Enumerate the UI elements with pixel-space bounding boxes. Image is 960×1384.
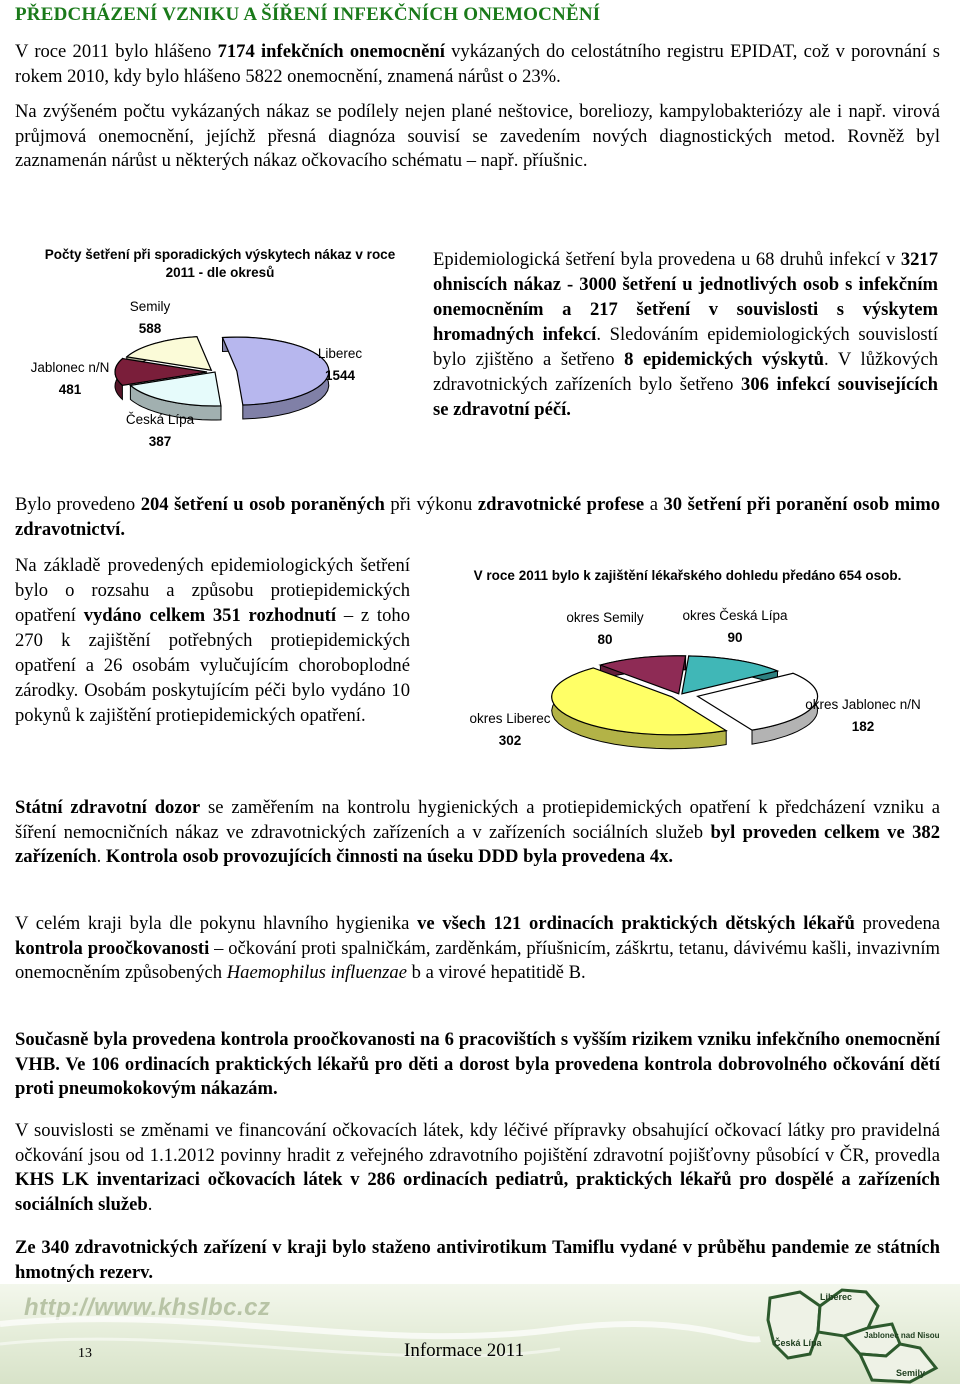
chart1-label-semily: [115, 296, 185, 340]
chart1-label-jablonec-value: 481: [58, 382, 82, 397]
map-label-jablonec: Jablonec nad Nisou: [864, 1331, 940, 1340]
p3-text-3: . V lůžkových zdravotnických zařízeních bylo šetřeno: [433, 349, 938, 395]
p5-text-2: – z toho 270 k zajištění potřebných protiepidemických opatření a 26 osobám vylučujícím choroboplodné zárodky. Osobám poskytujícím péči bylo vydáno 10 pokynů k zajištění protiepidemických opatření.: [15, 605, 410, 726]
paragraph-epidemiological: [433, 247, 938, 422]
footer-url-watermark: http://www.khslbc.cz: [24, 1294, 271, 1321]
section-heading: PŘEDCHÁZENÍ VZNIKU A ŠÍŘENÍ INFEKČNÍCH ONEMOCNĚNÍ: [15, 4, 601, 25]
p1-text-2: vykázaných do celostátního registru EPIDAT, což v porovnání s rokem 2010, kdy bylo hlášeno 5822 onemocnění, znamená nárůst o 23%.: [15, 41, 941, 87]
chart1-label-liberec: [305, 343, 375, 387]
p7-text: V celém kraji byla dle pokynu hlavního hygienika: [15, 913, 418, 934]
p9-text: V souvislosti se změnami ve financování očkovacích látek, kdy léčivé přípravky obsahující očkovací látky pro pravidelná očkování jsou od 1.1.2012 povinny hradit z veřejného zdravotního pojištění zdravotní pojišťovny působící v ČR, provedla: [15, 1120, 940, 1166]
chart2-label-ceska-lipa-value: 90: [727, 630, 743, 645]
p9-bold: KHS LK inventarizaci očkovacích látek v 286 ordinacích pediatrů, praktických lékařů pro dospělé a zařízeních sociálních služeb: [15, 1169, 940, 1215]
chart2-label-liberec-name: okres Liberec: [469, 711, 551, 726]
p7-text-4: b a virové hepatitidě B.: [406, 962, 586, 984]
p7-italic: Haemophilus influenzae: [226, 962, 407, 984]
map-region-ceska-lipa: [768, 1292, 820, 1358]
page-number: 13: [78, 1346, 92, 1361]
paragraph-injuries: [15, 493, 940, 542]
chart1-label-liberec-name: Liberec: [317, 346, 363, 361]
p4-bold: 204 šetření u osob poraněných: [140, 494, 385, 515]
p3-bold-2: 8 epidemických výskytů: [624, 349, 825, 370]
chart2-label-semily: [550, 607, 660, 651]
p7-bold: ve všech 121 ordinacích praktických dětských lékařů: [417, 913, 855, 934]
chart1-label-semily-value: 588: [138, 321, 162, 336]
p3-bold-3: 306 infekcí souvisejících se zdravotní péčí.: [433, 374, 938, 420]
p6-text-2: .: [96, 846, 106, 868]
p6-bold-2: byl proveden celkem ve 382 zařízeních: [15, 821, 940, 868]
chart2-label-ceska-lipa-name: okres Česká Lípa: [682, 608, 788, 623]
map-label-semily: Semily: [896, 1368, 926, 1378]
p1-text: V roce 2011 bylo hlášeno: [15, 41, 218, 62]
paragraph-inventory: [15, 1119, 940, 1217]
p4-bold-2: zdravotnické profese: [477, 494, 645, 515]
chart2-label-liberec-value: 302: [498, 733, 522, 748]
p9-text-2: .: [147, 1193, 153, 1215]
chart2-label-semily-value: 80: [597, 632, 613, 647]
p1-bold: 7174 infekčních onemocnění: [217, 41, 445, 62]
chart1-label-ceska-lipa-value: 387: [148, 434, 172, 449]
region-map: [760, 1284, 960, 1384]
paragraph-vhb-check: Současně byla provedena kontrola proočkovanosti na 6 pracovištích s vyšším rizikem vzniku infekčního onemocnění VHB. Ve 106 ordinacích praktických lékařů pro děti a dorost byla provedena kontrola dobrovolného očkování dětí proti pneumokokovým nákazám.: [15, 1029, 940, 1100]
paragraph-tamiflu: Ze 340 zdravotnických zařízení v kraji bylo staženo antivirotikum Tamiflu vydané v průběhu pandemie ze státních hmotných rezerv.: [15, 1237, 940, 1283]
p3-text: Epidemiologická šetření byla provedena u 68 druhů infekcí v: [433, 249, 901, 270]
p4-text-2: při výkonu: [384, 494, 478, 515]
chart1-label-ceska-lipa: [115, 409, 205, 453]
paragraph-vaccination-check: [15, 912, 940, 986]
paragraph-reported-cases: [15, 40, 940, 89]
p5-text: Na základě provedených epidemiologických šetření bylo o rozsahu a způsobu protiepidemických opatření: [15, 555, 410, 626]
chart1-label-jablonec-name: Jablonec n/N: [30, 360, 110, 375]
map-label-liberec: Liberec: [820, 1292, 853, 1302]
p3-bold: 3217 ohniscích nákaz - 3000 šetření u jednotlivých osob s infekčním onemocněním a 217 šetření v souvislosti s výskytem hromadných infekcí: [433, 249, 938, 345]
chart1-label-jablonec: [15, 357, 125, 401]
map-label-ceska-lipa: Česká Lípa: [774, 1338, 822, 1348]
p4-text-3: a: [644, 494, 664, 515]
p3-text-2: . Sledováním epidemiologických souvislostí bylo zjištěno a šetřeno: [433, 324, 938, 370]
chart2-label-semily-name: okres Semily: [566, 610, 644, 625]
chart1-label-liberec-value: 1544: [324, 368, 356, 383]
chart2-label-jablonec-name: okres Jablonec n/N: [805, 697, 921, 712]
p4-text: Bylo provedeno: [15, 494, 141, 515]
chart2-title: V roce 2011 bylo k zajištění lékařského dohledu předáno 654 osob.: [473, 568, 902, 583]
paragraph-decisions: [15, 553, 410, 728]
chart2-label-liberec: [455, 708, 565, 752]
chart2-label-jablonec-value: 182: [851, 719, 875, 734]
p4-bold-3: 30 šetření při poranění osob mimo zdravotnictví.: [15, 494, 941, 540]
p7-text-3: – očkování proti spalničkám, zarděnkám, příušnicím, záškrtu, tetanu, dávivému kašli, invazivním onemocněním způsobených: [15, 937, 940, 984]
chart2-label-jablonec: [793, 694, 933, 738]
chart1-title: Počty šetření při sporadických výskytech nákaz v roce 2011 - dle okresů: [44, 247, 396, 280]
p7-text-2: provedena: [854, 913, 940, 934]
p5-bold: vydáno celkem 351 rozhodnutí: [83, 605, 337, 626]
chart1-label-ceska-lipa-name: Česká Lípa: [125, 412, 195, 427]
p6-bold-3: Kontrola osob provozujících činnosti na úseku DDD byla provedena 4x.: [105, 846, 674, 868]
publication-name: Informace 2011: [404, 1340, 525, 1361]
p7-bold-2: kontrola proočkovanosti: [15, 937, 210, 959]
paragraph-supervision: [15, 796, 940, 870]
paragraph-increase: Na zvýšeném počtu vykázaných nákaz se podílely nejen plané neštovice, boreliozy, kampylobakteriózy ale i např. virová průjmová onemocnění, jejíchž přesná diagnóza souvisí se zavedením nových diagnostických metod. Rovněž byl zaznamenán nárůst u některých nákaz očkovacího schématu – např. příušnic.: [15, 101, 940, 172]
chart2-label-ceska-lipa: [670, 605, 800, 649]
chart1-label-semily-name: Semily: [129, 299, 171, 314]
p6-bold: Státní zdravotní dozor: [15, 797, 201, 818]
chart-medical-supervision: [425, 555, 950, 770]
p6-text: se zaměřením na kontrolu hygienických a protiepidemických opatření k předcházení vzniku a šíření nemocničních nákaz ve zdravotnických zařízeních a v zařízeních sociálních služeb: [15, 797, 940, 843]
chart-investigations-by-district: [15, 242, 420, 467]
